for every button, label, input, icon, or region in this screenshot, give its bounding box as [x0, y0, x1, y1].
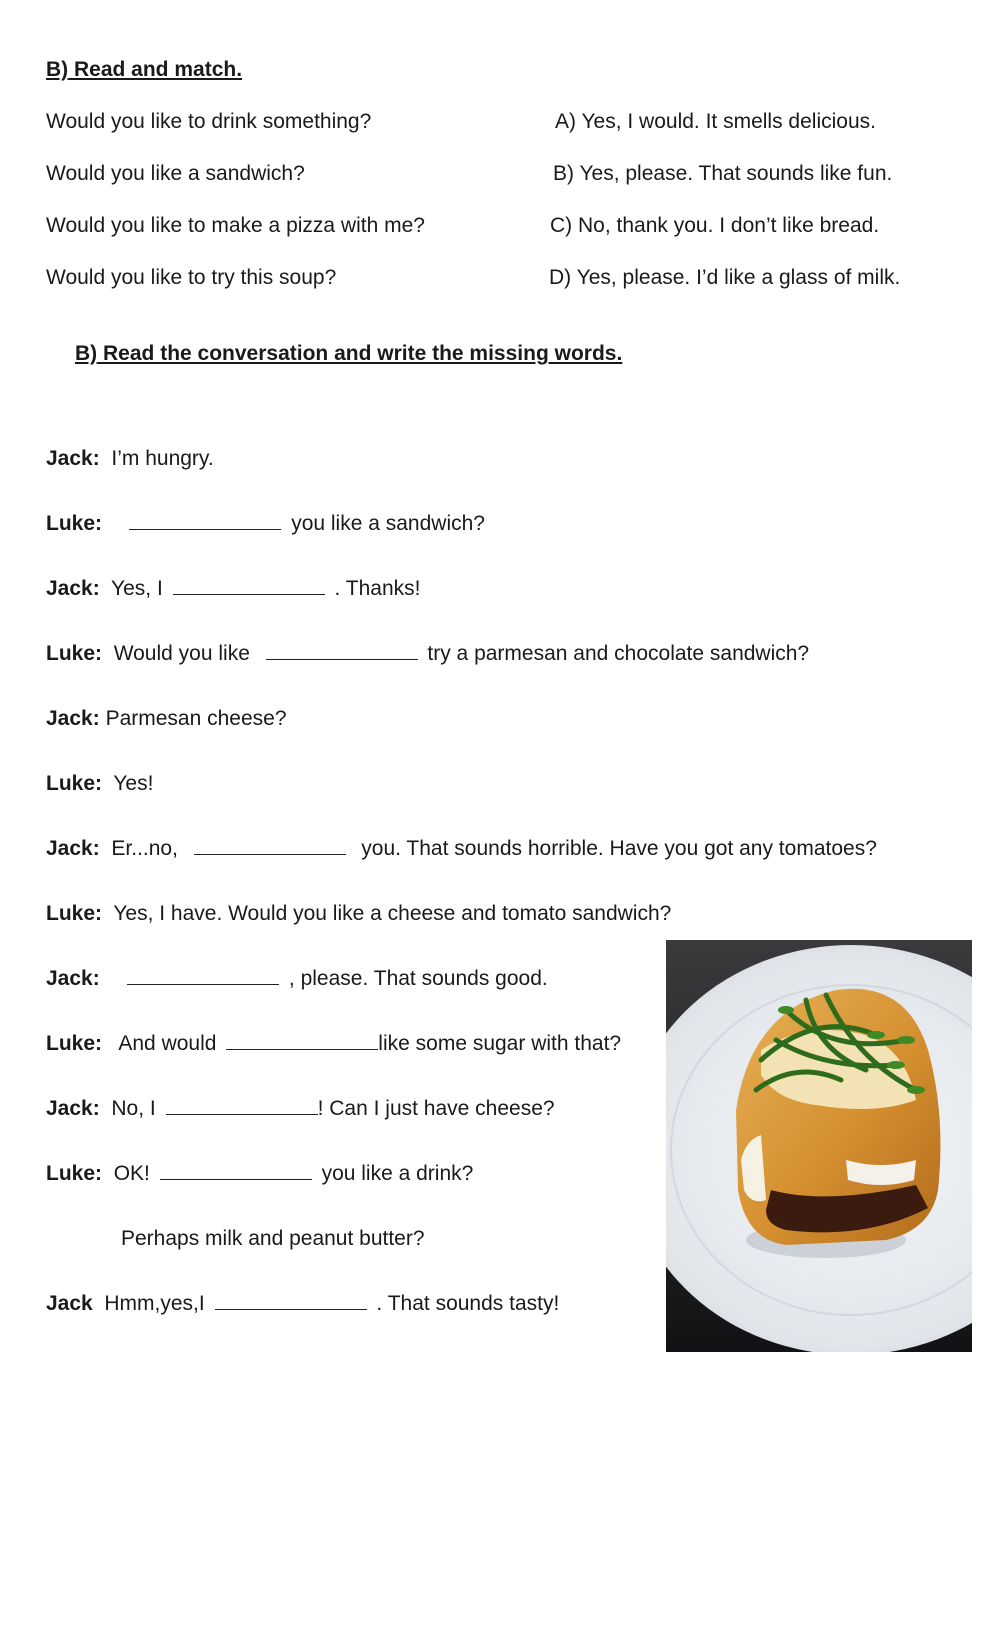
speaker-label: Jack:: [46, 577, 100, 600]
line-text-after: like some sugar with that?: [378, 1032, 622, 1055]
answer-blank-4[interactable]: [194, 854, 346, 855]
question-4: Would you like to try this soup?: [46, 266, 337, 289]
speaker-label: Jack:: [46, 707, 100, 730]
line-text-after: you. That sounds horrible. Have you got any tomatoes?: [361, 837, 877, 860]
answer-blank-8[interactable]: [160, 1179, 312, 1180]
speaker-label: Luke:: [46, 1032, 103, 1055]
question-3: Would you like to make a pizza with me?: [46, 214, 425, 237]
line-text-after: you like a drink?: [321, 1162, 474, 1185]
line-text: I’m hungry.: [111, 447, 214, 470]
line-text: Parmesan cheese?: [105, 707, 287, 730]
line-text-before: Hmm,yes,I: [104, 1292, 205, 1315]
speaker-label: Jack:: [46, 1097, 100, 1120]
dialogue-line-5: [46, 707, 287, 731]
speaker-label: Jack:: [46, 447, 100, 470]
dialogue-line-4: [46, 642, 809, 666]
answer-blank-9[interactable]: [215, 1309, 367, 1310]
dialogue-line-8: [46, 902, 671, 926]
line-text-after: you like a sandwich?: [291, 512, 485, 535]
speaker-label: Jack:: [46, 837, 100, 860]
sandwich-photo: [666, 940, 972, 1352]
dialogue-line-14: [46, 1292, 559, 1316]
speaker-label: Luke:: [46, 512, 103, 535]
line-text-before: Yes, I: [111, 577, 163, 600]
dialogue-line-7: [46, 837, 877, 861]
speaker-label: Luke:: [46, 772, 103, 795]
answer-blank-1[interactable]: [129, 529, 281, 530]
dialogue-line-2: [46, 512, 485, 536]
line-text-after: . That sounds tasty!: [376, 1292, 560, 1315]
line-text: Perhaps milk and peanut butter?: [121, 1227, 425, 1250]
answer-blank-3[interactable]: [266, 659, 418, 660]
dialogue-line-12: [46, 1162, 473, 1186]
line-text-after: , please. That sounds good.: [288, 967, 548, 990]
line-text-after: try a parmesan and chocolate sandwich?: [427, 642, 810, 665]
answer-d: D) Yes, please. I’d like a glass of milk.: [549, 266, 901, 289]
dialogue-line-6: [46, 772, 153, 796]
question-2: Would you like a sandwich?: [46, 162, 305, 185]
speaker-label: Jack: [46, 1292, 93, 1315]
line-text-before: And would: [118, 1032, 217, 1055]
line-text-after: ! Can I just have cheese?: [317, 1097, 555, 1120]
line-text-after: . Thanks!: [334, 577, 421, 600]
answer-b: B) Yes, please. That sounds like fun.: [553, 162, 893, 185]
answer-c: C) No, thank you. I don’t like bread.: [550, 214, 880, 237]
dialogue-line-11: [46, 1097, 555, 1121]
speaker-label: Luke:: [46, 642, 103, 665]
line-text-before: OK!: [113, 1162, 150, 1185]
dialogue-line-3: [46, 577, 420, 601]
answer-blank-6[interactable]: [226, 1049, 378, 1050]
section-title-match: B) Read and match.: [46, 58, 243, 81]
speaker-label: Luke:: [46, 902, 103, 925]
question-1: Would you like to drink something?: [46, 110, 372, 133]
line-text: Yes, I have. Would you like a cheese and tomato sandwich?: [113, 902, 672, 925]
answer-blank-7[interactable]: [166, 1114, 318, 1115]
dialogue-line-1: [46, 447, 214, 471]
dialogue-line-9: [46, 967, 548, 991]
speaker-label: Jack:: [46, 967, 100, 990]
speaker-label: Luke:: [46, 1162, 103, 1185]
line-text-before: Er...no,: [111, 837, 178, 860]
answer-a: A) Yes, I would. It smells delicious.: [555, 110, 876, 133]
answer-blank-5[interactable]: [127, 984, 279, 985]
line-text-before: No, I: [111, 1097, 156, 1120]
section-title-conversation: [75, 342, 622, 366]
dialogue-line-13: [121, 1227, 425, 1251]
section-title-prefix: B): [75, 342, 98, 365]
line-text: Yes!: [113, 772, 154, 795]
line-text-before: Would you like: [113, 642, 250, 665]
section-title-text: Read the conversation and write the missing words.: [103, 342, 623, 365]
dialogue-line-10: [46, 1032, 621, 1056]
answer-blank-2[interactable]: [173, 594, 325, 595]
